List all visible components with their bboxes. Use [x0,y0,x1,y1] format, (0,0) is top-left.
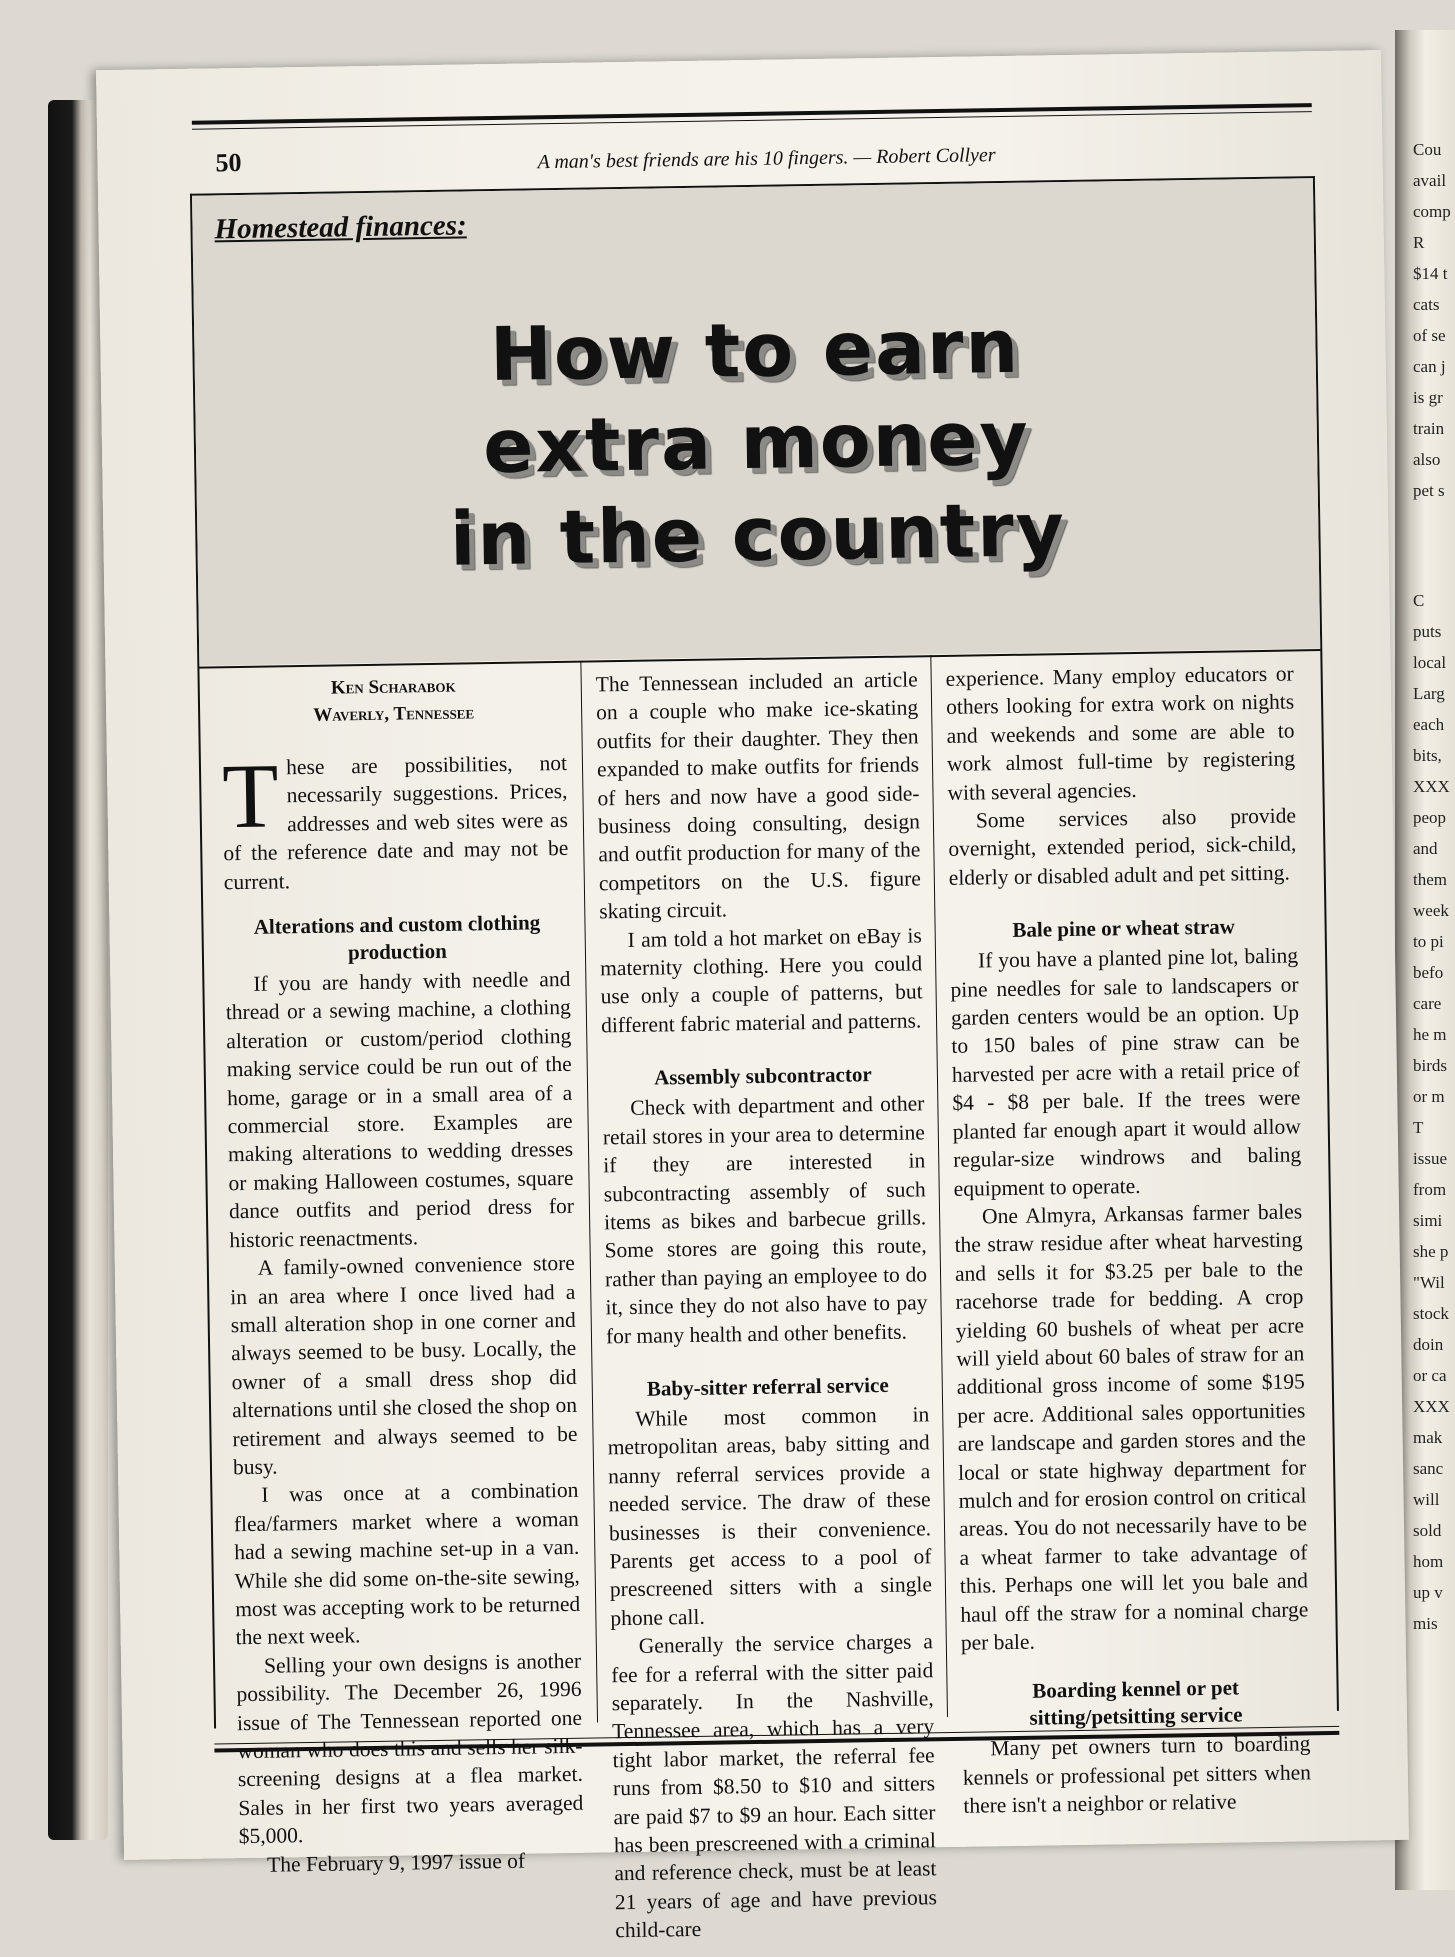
paragraph: Some services also provide overnight, extended period, sick-child, elderly or disabled adult and pet sitting. [948,803,1297,890]
paragraph: If you are handy with needle and thread or a sewing machine, a clothing alteration or custom/period clothing making service could be run out of the home, garage or in a small area of a commercial store. Examples are making alterations to wedding dresses or making Halloween costumes, square dance outfits and period dress for historic reenactments. [225,966,575,1252]
facing-page-fragment: local [1413,653,1447,672]
column-3 [945,659,1311,1820]
column-2 [596,665,938,1945]
facing-page-fragment: will [1413,1490,1440,1509]
column-rule-1 [580,661,598,1723]
facing-page-fragment: up v [1413,1583,1443,1602]
paragraph: I am told a hot market on eBay is maternity clothing. Here you could use only a couple of patterns, but different fabric material and patterns. [600,922,923,1038]
section-heading-babysitter: Baby-sitter referral service [646,1372,889,1401]
facing-page-fragment: week [1413,901,1449,920]
headline-line-2: extra money [482,395,1031,491]
facing-page-fragment: also [1413,450,1441,469]
section-heading-assembly: Assembly subcontractor [653,1062,872,1090]
facing-page-fragment: R [1413,233,1425,252]
paragraph: Many pet owners turn to boarding kennels or professional pet sitters when there isn't a neighbor or relative [962,1731,1312,1819]
intro-paragraph [221,744,569,896]
facing-page-fragment: T [1413,1118,1424,1137]
section-heading-alterations: Alterations and custom clothing production [253,910,541,965]
facing-page-fragment: hom [1413,1552,1444,1571]
magazine-page [96,50,1409,1943]
facing-page-fragment: XXX [1413,1397,1450,1416]
facing-page-fragment: of se [1413,326,1446,345]
paragraph: Selling your own designs is another possibility. The December 26, 1996 issue of The Tennessean reported one woman who does this and sells her silk-screening designs at a flea market. Sales in her first two years averaged $5,000. [236,1648,584,1849]
facing-page-fragment: train [1413,419,1445,438]
column-1 [221,671,585,1879]
header-quote: A man's best friends are his 10 fingers. — Robert Collyer [537,144,996,174]
paragraph: The Tennessean included an article on a couple who make ice-skating outfits for their daughter. They then expanded to make outfits for friends of hers and now have a good side-business doing consulting, design and outfit production for many of the competitors on the U.S. figure skating circuit. [595,667,922,924]
facing-page-fragment: them [1413,870,1447,889]
paragraph: If you have a planted pine lot, baling pine needles for sale to landscapers or garden centers would be an option. Up to 150 bales of pine straw can be harvested per acre with a retail price of $4 - $8 per bale. If the trees were planted far enough apart it would allow regular-size windrows and baling equipment to operate. [950,943,1302,1201]
facing-page-fragment: from [1413,1180,1447,1199]
facing-page-fragment: puts [1413,622,1442,641]
column-rule-2 [930,655,948,1717]
paragraph: Generally the service charges a fee for a referral with the sitter paid separately. In the Nashville, Tennessee area, which has a very tight labor market, the referral fee runs from $8.50 to $10 and sitters are paid $7 to $9 an hour. Each sitter has been prescreened with a criminal and reference check, must be at least 21 years of age and have previous child-care [611,1629,938,1943]
facing-page-fragment: and [1413,839,1438,858]
section-heading-bale-straw: Bale pine or wheat straw [1012,914,1236,943]
facing-page-fragment: mak [1413,1428,1443,1447]
facing-page-fragment: is gr [1413,388,1443,407]
section-heading-boarding-kennel: Boarding kennel or pet sitting/petsitting service [1029,1675,1243,1731]
facing-page-fragment: or ca [1413,1366,1447,1385]
facing-page-fragment: "Wil [1413,1273,1445,1292]
facing-page-fragment: sanc [1413,1459,1444,1478]
facing-page-fragment: XXX [1413,777,1450,796]
paragraph: Check with department and other retail stores in your area to determine if they are interested in subcontracting assembly of such items as bikes and barbecue grills. Some stores are going this route, rather than paying an employee to do it, since they do not also have to pay for many health and other benefits. [602,1091,928,1348]
facing-page-fragment: C [1413,591,1425,610]
facing-page-fragment: stock [1413,1304,1449,1323]
paragraph: While most common in metropolitan areas, baby sitting and nanny referral services provide a needed service. The draw of these businesses is their convenience. Parents get access to a pool of prescreened sitters with a single phone call. [607,1402,933,1631]
paragraph: I was once at a combination flea/farmers market where a woman had a sewing machine set-up in a van. While she did some on-the-site sewing, most was accepting work to be returned the next week. [233,1478,581,1650]
facing-page-fragment: issue [1413,1149,1447,1168]
facing-page-fragment: avail [1413,171,1447,190]
facing-page-fragment: simi [1413,1211,1443,1230]
headline-line-1: How to earn [489,303,1021,399]
facing-page-fragment: to pi [1413,932,1444,951]
facing-page-fragment: Cou [1413,140,1442,159]
facing-page-fragment: mis [1413,1614,1438,1633]
headline-panel [192,178,1320,666]
facing-page-fragment: birds [1413,1056,1447,1075]
paragraph: A family-owned convenience store in an area where I once lived had a small alteration shop in one corner and always seemed to be busy. Locally, the owner of a small dress shop did alternations until she closed the shop on retirement and always seemed to be busy. [230,1250,578,1480]
page-number: 50 [215,147,242,178]
facing-page-fragment: pet s [1413,481,1445,500]
paragraph: The February 9, 1997 issue of [266,1848,526,1877]
intro-text: hese are possibilities, not necessarily suggestions. Prices, addresses and web sites were as of the reference date and may not be current. [223,750,569,894]
headline-line-3: in the country [449,487,1067,583]
headline [194,296,1319,590]
facing-page-fragment: Larg [1413,684,1445,703]
author-location: Waverly, Tennessee [313,702,475,726]
frame-right [1313,176,1339,1711]
facing-page-fragment: sold [1413,1521,1442,1540]
facing-page-fragment: can j [1413,357,1446,376]
facing-page-fragment: he m [1413,1025,1447,1044]
facing-page-fragment: $14 t [1413,264,1448,283]
section-kicker: Homestead finances: [214,209,467,246]
author: Ken Scharabok [330,675,456,699]
facing-page-fragment: she p [1413,1242,1449,1261]
facing-page-fragment: care [1413,994,1442,1013]
facing-page-fragment: each [1413,715,1445,734]
facing-page-fragment: doin [1413,1335,1444,1354]
facing-page-fragment: comp [1413,202,1451,221]
paragraph: One Almyra, Arkansas farmer bales the straw residue after wheat harvesting and sells it for $3.25 per bale to the racehorse trade for bedding. A crop yielding 60 bushels of wheat per acre will yield about 60 bales of straw for an additional gross income of some $195 per acre. Additional sales opportunities are landscape and garden stores and the local or state highway department for mulch and for erosion control on critical areas. You do not necessarily have to be a wheat farmer to take advantage of this. Perhaps one will let you bale and haul off the straw for a nominal charge per bale. [954,1199,1309,1655]
facing-page-fragment: cats [1413,295,1440,314]
facing-page-fragment: peop [1413,808,1447,827]
byline [221,671,567,730]
facing-page-fragment: or m [1413,1087,1445,1106]
facing-page-fragment: befo [1413,963,1444,982]
paragraph: experience. Many employ educators or others looking for extra work on nights and weekends and some are able to work almost full-time by registering with several agencies. [945,661,1296,805]
drop-cap: T [221,744,280,848]
book-edge [48,100,108,1840]
facing-page-fragment: bits, [1413,746,1442,765]
